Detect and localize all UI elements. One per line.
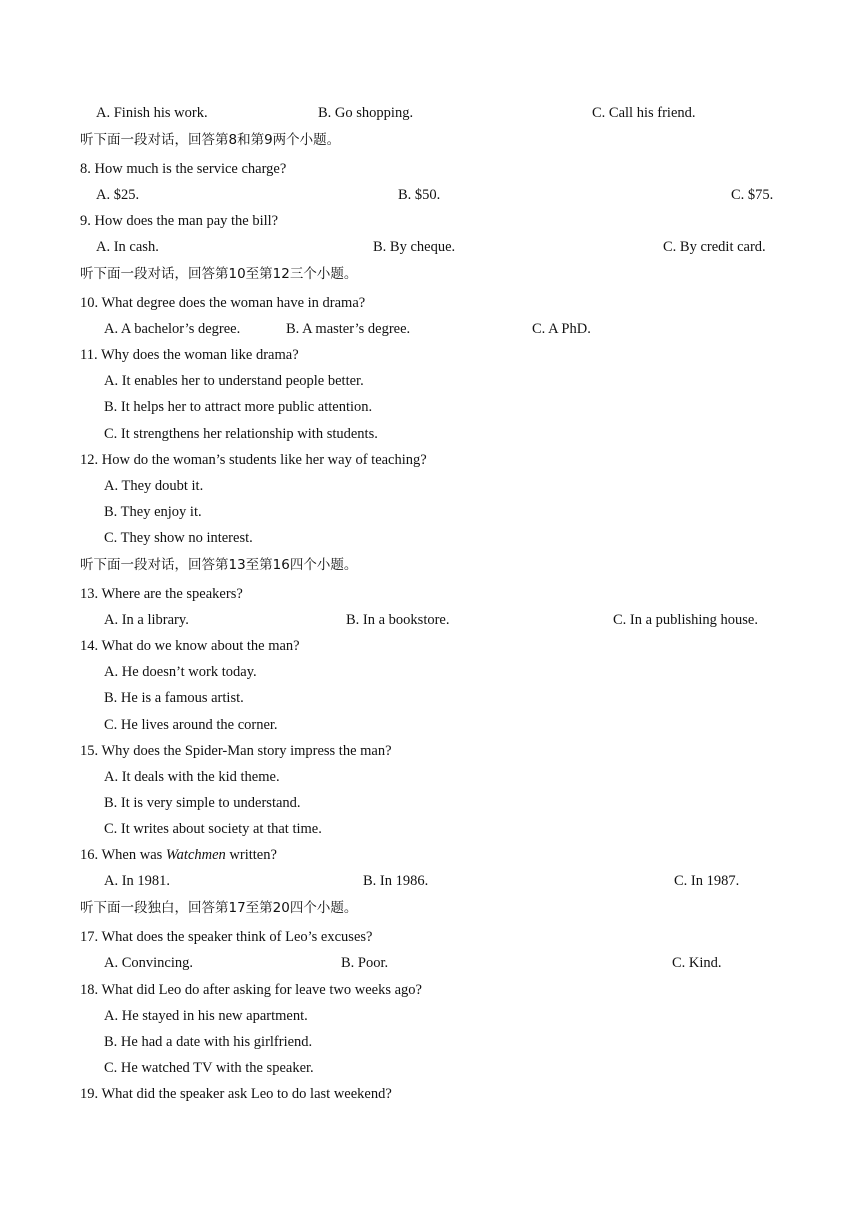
- question-8: 8. How much is the service charge?: [80, 161, 287, 177]
- q11-option-a: A. It enables her to understand people better.: [104, 373, 364, 389]
- q16-option-b: B. In 1986.: [363, 873, 429, 889]
- q17-option-a: A. Convincing.: [104, 955, 194, 971]
- q10-option-b: B. A master’s degree.: [286, 321, 411, 337]
- q13-option-b: B. In a bookstore.: [346, 612, 450, 628]
- section-instruction-17-20: 听下面一段独白，回答第17至第20四个小题。: [80, 900, 358, 916]
- q8-option-b: B. $50.: [398, 187, 441, 203]
- q15-option-c: C. It writes about society at that time.: [104, 821, 322, 837]
- question-16-prefix: 16. When was: [80, 847, 166, 863]
- q15-option-b: B. It is very simple to understand.: [104, 795, 301, 811]
- question-13: 13. Where are the speakers?: [80, 586, 243, 602]
- q10-option-c: C. A PhD.: [532, 321, 591, 337]
- q15-option-a: A. It deals with the kid theme.: [104, 769, 280, 785]
- q16-option-a: A. In 1981.: [104, 873, 171, 889]
- q14-option-c: C. He lives around the corner.: [104, 717, 278, 733]
- q7-option-a: A. Finish his work.: [96, 105, 208, 121]
- q7-option-b: B. Go shopping.: [318, 105, 414, 121]
- question-15: 15. Why does the Spider-Man story impress the man?: [80, 743, 392, 759]
- q18-option-b: B. He had a date with his girlfriend.: [104, 1034, 313, 1050]
- q9-option-a: A. In cash.: [96, 239, 159, 255]
- question-12: 12. How do the woman’s students like her way of teaching?: [80, 452, 427, 468]
- q13-option-c: C. In a publishing house.: [613, 612, 758, 628]
- question-10: 10. What degree does the woman have in drama?: [80, 295, 366, 311]
- question-18: 18. What did Leo do after asking for leave two weeks ago?: [80, 982, 422, 998]
- question-9: 9. How does the man pay the bill?: [80, 213, 279, 229]
- q12-option-c: C. They show no interest.: [104, 530, 253, 546]
- q16-option-c: C. In 1987.: [674, 873, 740, 889]
- q18-option-a: A. He stayed in his new apartment.: [104, 1008, 308, 1024]
- question-11: 11. Why does the woman like drama?: [80, 347, 299, 363]
- section-instruction-10-12: 听下面一段对话，回答第10至第12三个小题。: [80, 266, 358, 282]
- section-instruction-8-9: 听下面一段对话，回答第8和第9两个小题。: [80, 132, 341, 148]
- q7-option-c: C. Call his friend.: [592, 105, 696, 121]
- q18-option-c: C. He watched TV with the speaker.: [104, 1060, 314, 1076]
- question-16-book-title: Watchmen: [165, 847, 226, 863]
- question-16-suffix: written?: [225, 847, 277, 863]
- question-16: [80, 846, 277, 864]
- q17-option-c: C. Kind.: [672, 955, 722, 971]
- q14-option-a: A. He doesn’t work today.: [104, 664, 257, 680]
- question-14: 14. What do we know about the man?: [80, 638, 300, 654]
- q14-option-b: B. He is a famous artist.: [104, 690, 244, 706]
- question-17: 17. What does the speaker think of Leo’s excuses?: [80, 929, 373, 945]
- q11-option-c: C. It strengthens her relationship with students.: [104, 426, 378, 442]
- q10-option-a: A. A bachelor’s degree.: [104, 321, 241, 337]
- question-19: 19. What did the speaker ask Leo to do last weekend?: [80, 1086, 392, 1102]
- q12-option-a: A. They doubt it.: [104, 478, 204, 494]
- q12-option-b: B. They enjoy it.: [104, 504, 202, 520]
- section-instruction-13-16: 听下面一段对话，回答第13至第16四个小题。: [80, 557, 358, 573]
- q17-option-b: B. Poor.: [341, 955, 389, 971]
- q9-option-c: C. By credit card.: [663, 239, 766, 255]
- q9-option-b: B. By cheque.: [373, 239, 456, 255]
- q13-option-a: A. In a library.: [104, 612, 189, 628]
- q11-option-b: B. It helps her to attract more public attention.: [104, 399, 373, 415]
- q8-option-c: C. $75.: [731, 187, 774, 203]
- q8-option-a: A. $25.: [96, 187, 140, 203]
